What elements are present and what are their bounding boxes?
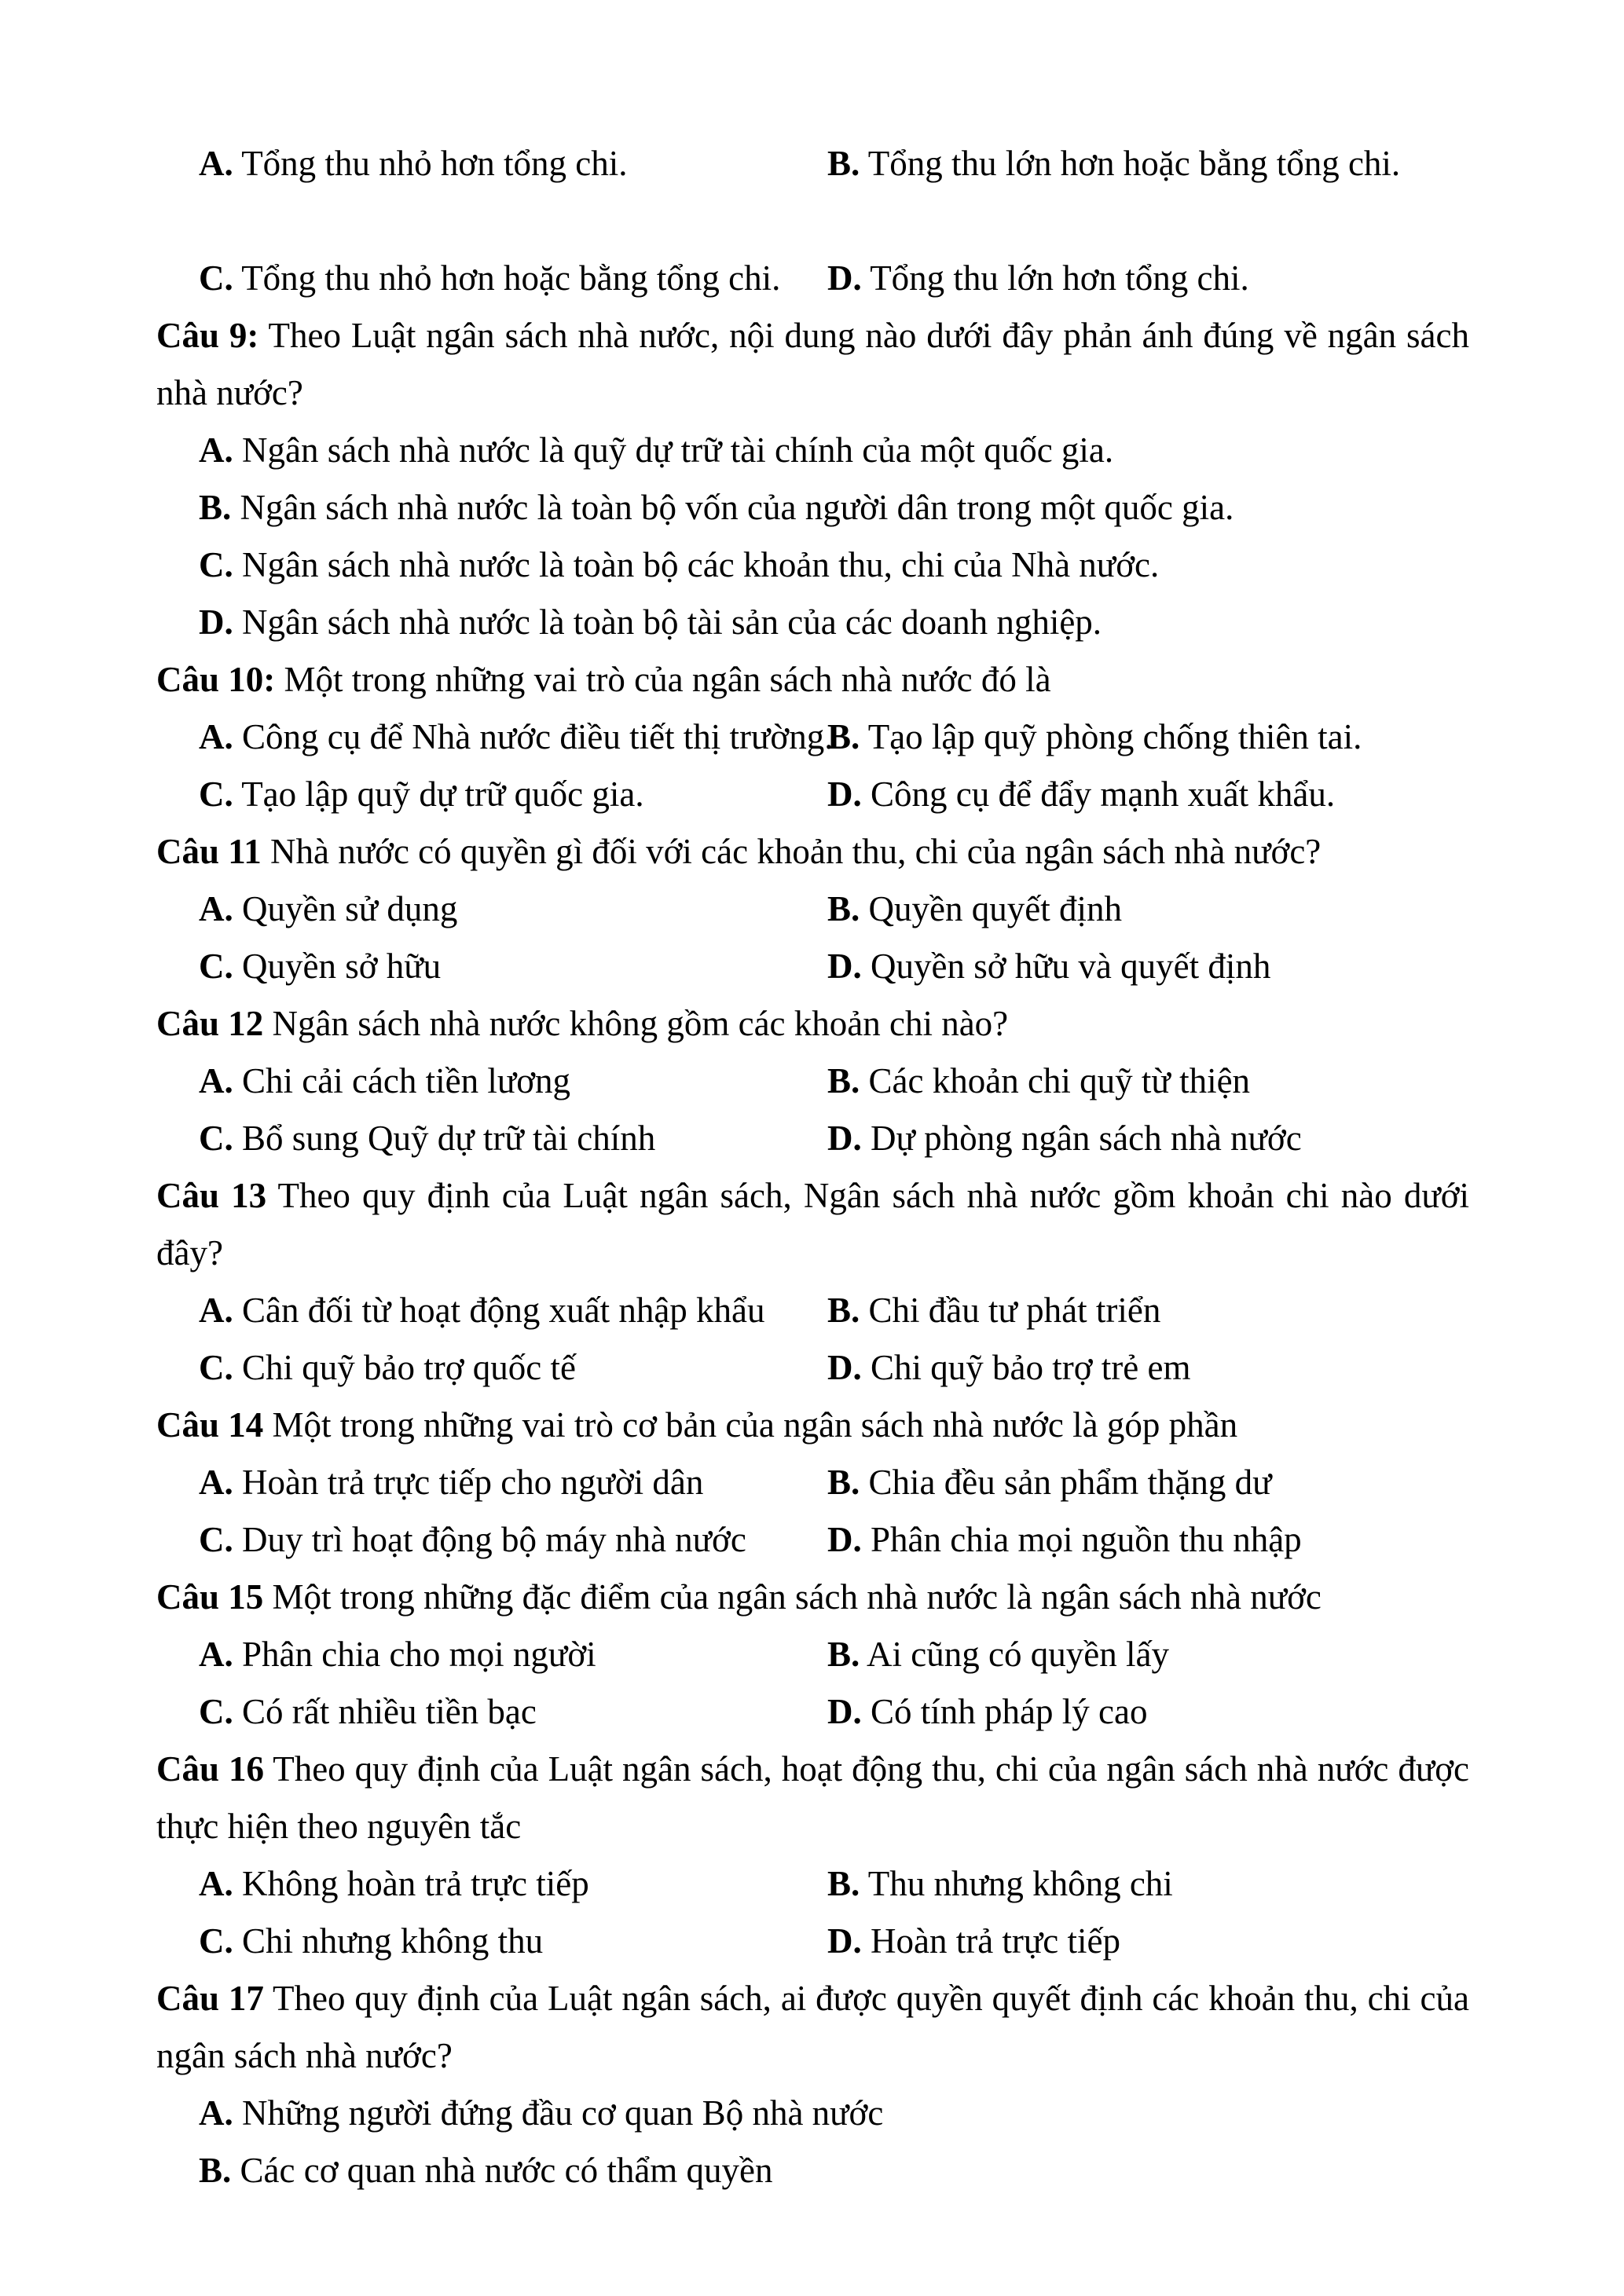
question-10-option-d-letter: D. [827, 774, 862, 814]
question-10-options-row-cd [156, 766, 1469, 823]
question-15-option-d-letter: D. [827, 1692, 862, 1731]
question-9-option-d-letter: D. [199, 602, 233, 642]
question-12-stem [156, 995, 1469, 1053]
question-16-option-b-letter: B. [827, 1864, 860, 1903]
question-10-options-row-ab [156, 709, 1469, 766]
question-13-option-a-text: Cân đối từ hoạt động xuất nhập khẩu [242, 1291, 765, 1330]
question-9-option-a-letter: A. [199, 430, 233, 470]
question-17-option-b-text: Các cơ quan nhà nước có thẩm quyền [240, 2151, 773, 2190]
question-11-option-d [827, 938, 1469, 995]
question-17-stem [156, 1970, 1469, 2085]
question-9-option-b [156, 479, 1469, 536]
question-9 [156, 307, 1469, 651]
question-11-options-row-cd [156, 938, 1469, 995]
question-9-option-b-text: Ngân sách nhà nước là toàn bộ vốn của người dân trong một quốc gia. [240, 488, 1234, 527]
question-12-option-c-letter: C. [199, 1119, 233, 1158]
question-9-stem [156, 307, 1469, 422]
question-15-option-b [827, 1626, 1469, 1683]
question-14-options-row-ab [156, 1454, 1469, 1511]
question-11-option-a-letter: A. [199, 889, 233, 928]
question-16-option-c-text: Chi nhưng không thu [242, 1921, 544, 1961]
question-13-label: Câu 13 [156, 1176, 267, 1215]
question-17-option-b-letter: B. [199, 2151, 232, 2190]
question-14-option-d-letter: D. [827, 1520, 862, 1559]
question-14-option-b [827, 1454, 1469, 1511]
question-11 [156, 823, 1469, 995]
intro-option-c-text: Tổng thu nhỏ hơn hoặc bằng tổng chi. [241, 258, 781, 298]
question-16 [156, 1741, 1469, 1970]
intro-option-b-letter: B. [827, 144, 860, 183]
question-11-option-b-letter: B. [827, 889, 860, 928]
question-10-option-b [827, 709, 1469, 766]
question-17-option-a-letter: A. [199, 2093, 233, 2133]
question-14-option-b-letter: B. [827, 1463, 860, 1502]
question-12-text: Ngân sách nhà nước không gồm các khoản chi nào? [272, 1004, 1009, 1043]
question-11-label: Câu 11 [156, 832, 262, 871]
question-15-option-a-text: Phân chia cho mọi người [242, 1635, 596, 1674]
question-16-text: Theo quy định của Luật ngân sách, hoạt động thu, chi của ngân sách nhà nước được thực hiện theo nguyên tắc [156, 1749, 1470, 1846]
question-9-option-a [156, 422, 1469, 479]
question-13-option-c-text: Chi quỹ bảo trợ quốc tế [242, 1348, 576, 1387]
question-11-option-c-letter: C. [199, 947, 233, 986]
question-10-text: Một trong những vai trò của ngân sách nhà nước đó là [284, 660, 1051, 699]
question-15-option-c-letter: C. [199, 1692, 233, 1731]
question-14-label: Câu 14 [156, 1405, 264, 1445]
question-17-option-a [156, 2085, 1469, 2142]
question-9-text: Theo Luật ngân sách nhà nước, nội dung nào dưới đây phản ánh đúng về ngân sách nhà nước? [156, 316, 1470, 412]
question-13-stem [156, 1167, 1469, 1282]
question-12-option-c-text: Bổ sung Quỹ dự trữ tài chính [242, 1119, 656, 1158]
intro-option-a [199, 135, 827, 192]
intro-option-d [827, 250, 1469, 307]
question-13 [156, 1167, 1469, 1397]
intro-option-d-text: Tổng thu lớn hơn tổng chi. [870, 258, 1249, 298]
intro-option-d-letter: D. [827, 258, 862, 298]
intro-option-c-letter: C. [199, 258, 233, 298]
intro-option-c [199, 250, 827, 307]
question-13-options-row-ab [156, 1282, 1469, 1339]
question-13-option-b-text: Chi đầu tư phát triển [868, 1291, 1161, 1330]
question-17-option-b [156, 2142, 1469, 2199]
question-15-label: Câu 15 [156, 1577, 264, 1617]
question-14-option-d-text: Phân chia mọi nguồn thu nhập [871, 1520, 1302, 1559]
question-10-option-c [199, 766, 827, 823]
question-11-options-row-ab [156, 881, 1469, 938]
question-13-option-d-text: Chi quỹ bảo trợ trẻ em [871, 1348, 1191, 1387]
question-12-option-a-letter: A. [199, 1061, 233, 1100]
question-15-option-a-letter: A. [199, 1635, 233, 1674]
question-12-options-row-ab [156, 1053, 1469, 1110]
question-17 [156, 1970, 1469, 2199]
question-11-option-c-text: Quyền sở hữu [242, 947, 442, 986]
question-15-option-c-text: Có rất nhiều tiền bạc [242, 1692, 537, 1731]
intro-option-a-letter: A. [199, 144, 233, 183]
question-9-option-d [156, 594, 1469, 651]
question-14-option-a-text: Hoàn trả trực tiếp cho người dân [242, 1463, 704, 1502]
question-10 [156, 651, 1469, 823]
question-12-option-b [827, 1053, 1469, 1110]
question-12-label: Câu 12 [156, 1004, 264, 1043]
question-15-options-row-cd [156, 1683, 1469, 1741]
question-11-option-a-text: Quyền sử dụng [242, 889, 458, 928]
question-15 [156, 1569, 1469, 1741]
question-17-text: Theo quy định của Luật ngân sách, ai được quyền quyết định các khoản thu, chi của ngân sách nhà nước? [156, 1979, 1470, 2075]
intro-option-a-text: Tổng thu nhỏ hơn tổng chi. [241, 144, 628, 183]
question-9-option-a-text: Ngân sách nhà nước là quỹ dự trữ tài chính của một quốc gia. [242, 430, 1114, 470]
question-15-option-d [827, 1683, 1469, 1741]
question-11-option-c [199, 938, 827, 995]
question-13-options-row-cd [156, 1339, 1469, 1397]
question-15-stem [156, 1569, 1469, 1626]
question-13-option-d [827, 1339, 1469, 1397]
intro-option-b [827, 135, 1469, 192]
question-14-option-b-text: Chia đều sản phẩm thặng dư [868, 1463, 1272, 1502]
question-10-option-c-letter: C. [199, 774, 233, 814]
question-11-option-b [827, 881, 1469, 938]
question-14-stem [156, 1397, 1469, 1454]
question-17-option-a-text: Những người đứng đầu cơ quan Bộ nhà nước [242, 2093, 884, 2133]
question-12-option-d-text: Dự phòng ngân sách nhà nước [871, 1119, 1302, 1158]
question-16-option-d [827, 1913, 1469, 1970]
question-14-option-a [199, 1454, 827, 1511]
question-11-stem [156, 823, 1469, 881]
question-13-option-c [199, 1339, 827, 1397]
question-10-option-a-text: Công cụ để Nhà nước điều tiết thị trường. [242, 717, 834, 756]
question-13-option-d-letter: D. [827, 1348, 862, 1387]
question-14-text: Một trong những vai trò cơ bản của ngân sách nhà nước là góp phần [272, 1405, 1238, 1445]
question-15-option-a [199, 1626, 827, 1683]
question-13-option-b-letter: B. [827, 1291, 860, 1330]
question-16-option-c [199, 1913, 827, 1970]
question-10-option-a-letter: A. [199, 717, 233, 756]
question-13-option-c-letter: C. [199, 1348, 233, 1387]
question-9-label: Câu 9: [156, 316, 259, 355]
question-11-text: Nhà nước có quyền gì đối với các khoản thu, chi của ngân sách nhà nước? [270, 832, 1322, 871]
question-16-option-a-letter: A. [199, 1864, 233, 1903]
question-12-option-b-letter: B. [827, 1061, 860, 1100]
intro-options-row-ab [156, 135, 1469, 192]
question-15-option-b-letter: B. [827, 1635, 860, 1674]
question-14-option-d [827, 1511, 1469, 1569]
question-15-option-b-text: Ai cũng có quyền lấy [867, 1635, 1169, 1674]
question-9-option-b-letter: B. [199, 488, 232, 527]
question-10-option-d-text: Công cụ để đẩy mạnh xuất khẩu. [871, 774, 1336, 814]
question-13-option-a-letter: A. [199, 1291, 233, 1330]
question-15-text: Một trong những đặc điểm của ngân sách nhà nước là ngân sách nhà nước [272, 1577, 1322, 1617]
question-15-option-c [199, 1683, 827, 1741]
question-16-option-a-text: Không hoàn trả trực tiếp [242, 1864, 589, 1903]
question-9-option-c-text: Ngân sách nhà nước là toàn bộ các khoản thu, chi của Nhà nước. [242, 545, 1160, 584]
question-16-options-row-ab [156, 1855, 1469, 1913]
question-16-option-a [199, 1855, 827, 1913]
question-10-option-d [827, 766, 1469, 823]
intro-option-b-text: Tổng thu lớn hơn hoặc bằng tổng chi. [867, 144, 1401, 183]
question-10-option-a [199, 709, 834, 766]
question-10-option-b-text: Tạo lập quỹ phòng chống thiên tai. [867, 717, 1362, 756]
question-16-label: Câu 16 [156, 1749, 265, 1789]
question-16-stem [156, 1741, 1469, 1855]
question-16-option-d-text: Hoàn trả trực tiếp [871, 1921, 1121, 1961]
question-16-option-c-letter: C. [199, 1921, 233, 1961]
question-12-option-a-text: Chi cải cách tiền lương [242, 1061, 571, 1100]
question-9-option-c-letter: C. [199, 545, 233, 584]
question-16-option-b [827, 1855, 1469, 1913]
question-11-option-d-text: Quyền sở hữu và quyết định [871, 947, 1271, 986]
question-14-option-c-text: Duy trì hoạt động bộ máy nhà nước [242, 1520, 746, 1559]
question-14 [156, 1397, 1469, 1569]
question-13-option-a [199, 1282, 827, 1339]
question-10-stem [156, 651, 1469, 709]
question-12 [156, 995, 1469, 1167]
question-9-option-c [156, 536, 1469, 594]
question-15-options-row-ab [156, 1626, 1469, 1683]
question-14-option-c-letter: C. [199, 1520, 233, 1559]
question-12-option-d-letter: D. [827, 1119, 862, 1158]
question-16-options-row-cd [156, 1913, 1469, 1970]
question-14-options-row-cd [156, 1511, 1469, 1569]
blank-line [156, 192, 1469, 250]
question-10-label: Câu 10: [156, 660, 276, 699]
question-16-option-b-text: Thu nhưng không chi [867, 1864, 1173, 1903]
question-11-option-a [199, 881, 827, 938]
question-12-option-a [199, 1053, 827, 1110]
question-16-option-d-letter: D. [827, 1921, 862, 1961]
question-12-options-row-cd [156, 1110, 1469, 1167]
question-13-option-b [827, 1282, 1469, 1339]
question-13-text: Theo quy định của Luật ngân sách, Ngân sách nhà nước gồm khoản chi nào dưới đây? [156, 1176, 1470, 1273]
question-10-option-b-letter: B. [827, 717, 860, 756]
question-10-option-c-text: Tạo lập quỹ dự trữ quốc gia. [241, 774, 644, 814]
question-12-option-d [827, 1110, 1469, 1167]
question-9-option-d-text: Ngân sách nhà nước là toàn bộ tài sản của các doanh nghiệp. [242, 602, 1102, 642]
question-17-label: Câu 17 [156, 1979, 264, 2018]
question-11-option-d-letter: D. [827, 947, 862, 986]
question-12-option-c [199, 1110, 827, 1167]
question-15-option-d-text: Có tính pháp lý cao [871, 1692, 1148, 1731]
question-14-option-c [199, 1511, 827, 1569]
question-11-option-b-text: Quyền quyết định [868, 889, 1122, 928]
question-12-option-b-text: Các khoản chi quỹ từ thiện [868, 1061, 1251, 1100]
question-14-option-a-letter: A. [199, 1463, 233, 1502]
intro-options-row-cd [156, 250, 1469, 307]
